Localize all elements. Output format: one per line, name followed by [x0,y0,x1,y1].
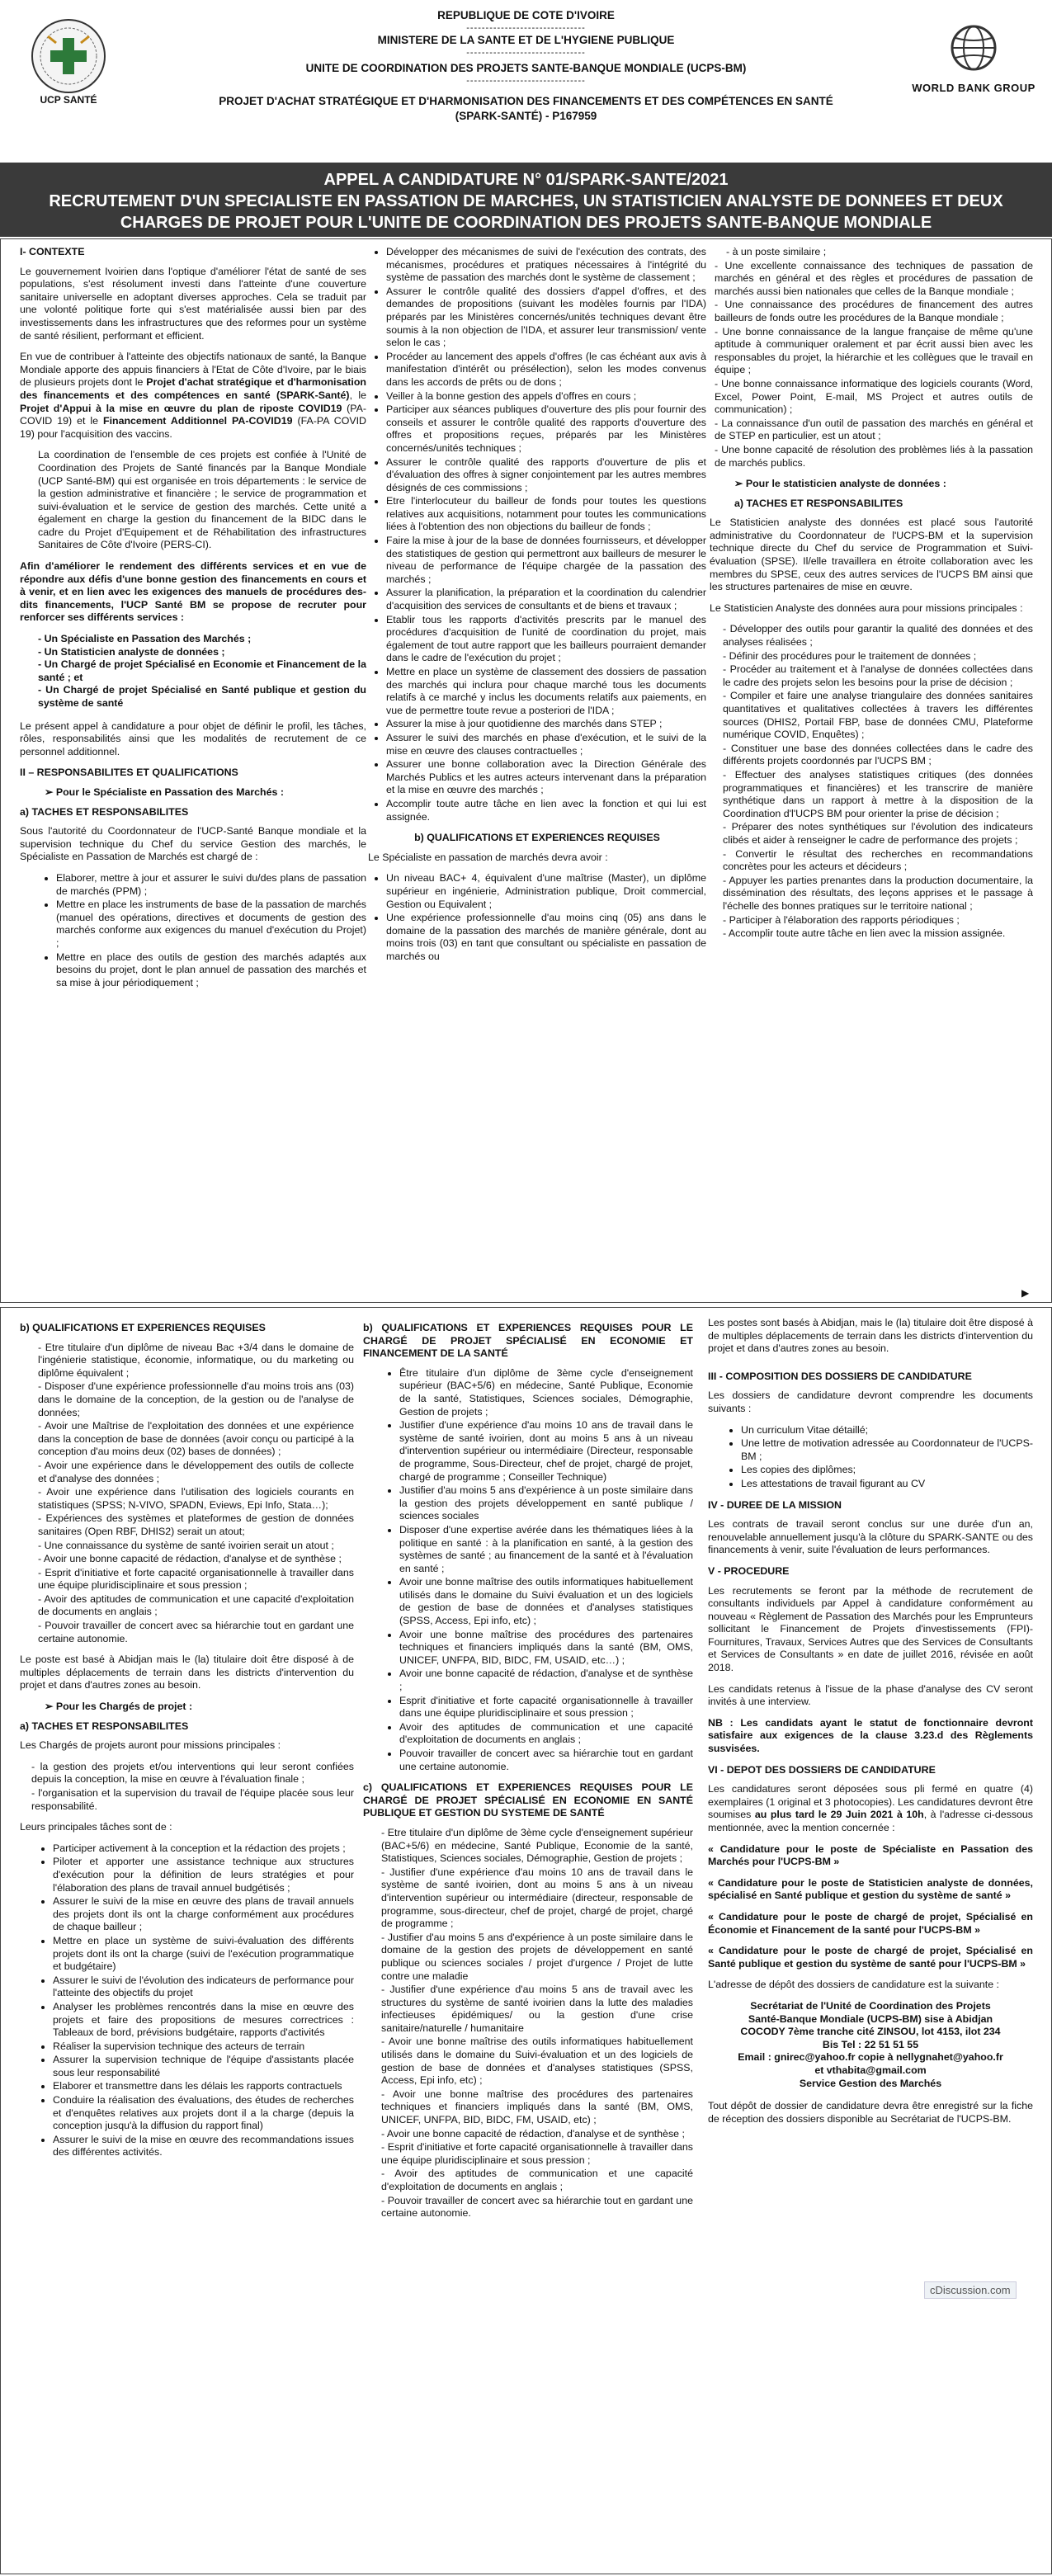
banner-title-line2: CHARGES DE PROJET POUR L'UNITE DE COORDINATION DES PROJETS SANTE-BANQUE MONDIALE [120,214,932,232]
list-item: - Pouvoir travailler de concert avec sa hiérarchie tout en gardant une certaine autonomie. [38,1620,354,1645]
list-item: • Une expérience professionnelle d'au moins cinq (05) ans dans le domaine de la passation des marchés de manière générale, dont au moins trois (03) en tant que consultant ou spécialiste en passation de marchés ou [386,912,706,963]
address-line: Service Gestion des Marchés [799,2077,942,2089]
list-item: - Etre titulaire d'un diplôme de 3ème cycle d'enseignement supérieur (BAC+5/6) en médecine, Santé Publique, Economie de la santé, Statistiques, Sciences sociales, Démographie, Gestion de projets ; [381,1827,693,1866]
qualification-list [363,1827,693,2220]
list-item: • Avoir une bonne capacité de rédaction, d'analyse et de synthèse ; [399,1668,693,1693]
list-item: • Assurer le contrôle qualité des rapports d'ouverture de plis et d'évaluation des offres à signer conjointement par les autres membres désignés de ces commissions ; [386,456,706,495]
task-list [20,1842,354,2159]
list-item: • Justifier d'une expérience d'au moins 10 ans de travail dans le système de santé ivoirien, dont au moins 5 ans à un niveau d'intervention supérieur ou intermédiaire (Directeur, responsable de programme, Sous-Directeur, chef de projet, chargé de projet, chargé de programme ; Conseiller Technique) [399,1419,693,1484]
qualification-list [20,1342,354,1646]
paragraph: Les postes sont basés à Abidjan, mais le (la) titulaire doit être disposé à de multiples déplacements de terrain dans les districts d'intervention du projet et dans d'autres zones au besoin. [708,1317,1033,1355]
list-item: • Les copies des diplômes; [741,1464,1033,1477]
list-item: - Effectuer des analyses statistiques critiques (des données programmatiques et financières) et les transcrire de manière synthétique dans un rapport à mettre à la disposition de la Coordination d'l'UCPS BM pour orienter la prise de décision ; [723,769,1033,820]
list-item: - Compiler et faire une analyse triangulaire des données sanitaires quantitatives et qualitatives collectées à travers les différentes sources (DHIS2, Portail FBP, base de données CMU, Plateforme numérique COVID, Enquêtes) ; [723,690,1033,741]
paragraph: Le présent appel à candidature a pour objet de définir le profil, les tâches, rôles, responsabilités ainsi que les modalités de recrutement de ce personnel additionnel. [20,719,366,757]
application-mention: « Candidature pour le poste de chargé de projet, Spécialisé en Santé publique et gestion du système de santé pour l'UCPS-BM » [708,1945,1033,1970]
ucp-sante-logo [15,13,122,112]
section-heading: V - PROCEDURE [708,1564,790,1577]
list-item: - Avoir une expérience dans le développement des outils de collecte et d'analyse des données ; [38,1460,354,1485]
list-item: • Disposer d'une expertise avérée dans les thématiques liées à la politique en santé : à la planification en santé, à la gestion des systèmes de santé ; au financement de la santé et à l'évaluation en santé ; [399,1524,693,1575]
paragraph: Les recrutements se feront par la méthode de recrutement de consultants individuels par Appel à candidature conformément au nouveau « Règlement de Passation des Marchés pour les Emprunteurs sollicitant le Financement de Projets d'investissements (FPI)- Fournitures, Travaux, Services Autres que des Services de Consultants et Services de Consultants » en date de juillet 2016, révisée en août 2018. [708,1584,1033,1674]
section-heading: IV - DUREE DE LA MISSION [708,1498,842,1511]
subsection-heading: b) QUALIFICATIONS ET EXPERIENCES REQUISES [414,832,660,844]
list-item: • Analyser les problèmes rencontrés dans la mise en œuvre des projets et faire des propositions de mesures correctrices : Tableaux de bord, prévisions budgétaire, rapports d'activités [53,2001,354,2040]
list-item: • Elaborer, mettre à jour et assurer le suivi du/des plans de passation de marchés (PPM) ; [56,872,366,898]
list-item: • Un curriculum Vitae détaillé; [741,1424,1033,1437]
list-item: • Assurer une bonne collaboration avec la Direction Générale des Marchés Publics et les autres acteurs intervenant dans la préparation et la mise en œuvre des marchés ; [386,758,706,797]
paragraph: L'adresse de dépôt des dossiers de candidature est la suivante : [708,1979,999,1991]
list-item: - Développer des outils pour garantir la qualité des données et des analyses réalisées ; [723,623,1033,649]
paragraph: Afin d'améliorer le rendement des différents services et en vue de répondre aux défis d'une bonne gestion des financements en cours et à venir, et en lien avec les exigences des manuels de procédures des-dits financements, l'UCP Santé BM se propose de recruter pour renforcer ses différents services : [20,560,366,624]
column-4 [20,1317,354,2168]
list-item: - Constituer une base des données collectées dans le cadre des différents projets coordonnés par l'UCPS BM ; [723,743,1033,768]
paragraph: Les contrats de travail seront conclus sur une durée d'un an, renouvelable annuellement jusqu'à la clôture du SPARK-SANTE ou des financements à venir, suite l'évaluation de leurs performances. [708,1518,1033,1556]
world-bank-logo [912,23,1035,106]
paragraph: Le Statisticien analyste des données est placé sous l'autorité administrative du Coordonnateur de l'UCPS-BM et la supervision technique directe du Chef du service de Programmation et Suivi-évaluation (SPSE). Il/elle travaillera en étroite collaboration avec les membres du SPSE, ceux des autres services de l'UCPS BM ainsi que les structures partenaires de mise en œuvre. [710,517,1033,593]
list-item: - Convertir le résultat des recherches en recommandations concrètes pour les acteurs et décideurs ; [723,848,1033,874]
address-line: Email : gnirec@yahoo.fr copie à nellygnahet@yahoo.fr [738,2051,1003,2064]
list-item: - Expériences des systèmes et plateformes de gestion de données sanitaires (Open RBF, DHIS2) serait un atout; [38,1512,354,1538]
paragraph: La coordination de l'ensemble de ces projets est confiée à l'Unité de Coordination des Projets de Santé financés par la Banque Mondiale (UCP Santé-BM) qui est organisée en trois départements : le service de la gestion administrative et financière ; le service de programmation et suivi-évaluation et le service de gestion des marchés. Cette unité a également en charge la gestion du financement de la BIDC dans le cadre du Projet d'Equipement et de Réhabilitation des infrastructures Sanitaires de Côte d'Ivoire (PERS-CI). [38,449,366,551]
list-item: - Un Statisticien analyste de données ; [38,645,225,658]
header-separator: ------------------------------- [466,48,586,58]
application-mention: « Candidature pour le poste de chargé de projet, Spécialisé en Économie et Financement de la santé pour l'UCPS-BM » [708,1910,1033,1936]
subsection-heading: b) QUALIFICATIONS ET EXPERIENCES REQUISES [20,1322,266,1333]
task-list [710,623,1033,940]
list-item: • Une lettre de motivation adressée au Coordonnateur de l'UCPS-BM ; [741,1437,1033,1463]
paragraph: Tout dépôt de dossier de candidature devra être enregistré sur la fiche de réception des dossiers disponible au Secrétariat de l'UCPS-BM. [708,2100,1033,2125]
subsection-heading: ➢ Pour le statisticien analyste de données : [734,478,946,490]
call-number: APPEL A CANDIDATURE N° 01/SPARK-SANTE/2021 [323,171,729,189]
list-item: - Avoir une expérience dans l'utilisation des logiciels courants en statistiques (SPSS; N-VIVO, SPADN, Eviews, Epi Info, Stata…); [38,1486,354,1512]
list-item: • Participer aux séances publiques d'ouverture des plis pour fournir des conseils et assurer le contrôle qualité des rapports d'ouverture des offres et propositions reçues, préparés par les Ministères concernés/unités techniques ; [386,403,706,455]
list-item: • Assurer le suivi des marchés en phase d'exécution, et le suivi de la mise en œuvre des clauses contractuelles ; [386,732,706,757]
list-item: • Assurer le suivi de l'évolution des indicateurs de performance pour l'atteinte des objectifs du projet [53,1974,354,2000]
list-item: - Un Chargé de projet Spécialisé en Economie et Financement de la santé ; et [38,658,366,683]
header-separator: ------------------------------- [466,76,586,86]
list-item: - Justifier d'au moins 5 ans d'expérience à un poste similaire dans le domaine de la gestion des projets de développement en santé publique ou sciences sociales / projet d'urgence / Projet de lutte contre une maladie [381,1932,693,1983]
list-item: • Un niveau BAC+ 4, équivalent d'une maîtrise (Master), un diplôme supérieur en ingénierie, Administration publique, Droit commercial, Gestion ou Equivalent ; [386,872,706,911]
list-item: - Avoir une bonne capacité de rédaction, d'analyse et de synthèse ; [38,1553,354,1566]
list-item: - Etre titulaire d'un diplôme de niveau Bac +3/4 dans le domaine de l'ingénierie statistique, économie, informatique, ou du marketing ou diplôme équivalent ; [38,1342,354,1380]
list-item: • Justifier d'au moins 5 ans d'expérience à un poste similaire dans la gestion des projets développement en santé publique / sciences sociales [399,1484,693,1523]
world-bank-label: WORLD BANK GROUP [912,82,1035,94]
paragraph: Les dossiers de candidature devront comprendre les documents suivants : [708,1389,1033,1414]
list-item: - Disposer d'une expérience professionnelle d'au moins trois ans (03) dans le domaine de la conception, de la gestion ou de l'analyse de données; [38,1380,354,1419]
column-2 [368,246,706,971]
project-line: PROJET D'ACHAT STRATÉGIQUE ET D'HARMONISATION DES FINANCEMENTS ET DES COMPÉTENCES EN SANTÉ [219,95,833,107]
task-list [368,246,706,823]
list-item: - Esprit d'initiative et forte capacité organisationnelle à travailler dans une équipe pluridisciplinaire et sous pression ; [381,2141,693,2167]
title-banner [0,163,1052,237]
list-item: - Une excellente connaissance des techniques de passation de marchés en général et des règles et procédures de passation de marchés aussi bien nationales que celles de la Banque mondiale ; [715,260,1033,299]
list-item: - Justifier d'une expérience d'au moins 5 ans de travail avec les structures du système de santé ivoirien dans la lutte des maladies infectieuses épidémiques/ ou la gestion d'une crise sanitaire/naturelle / humanitaire [381,1984,693,2035]
list-item: - Préparer des notes synthétiques sur l'évolution des indicateurs clibés et aider à renseigner le cadre de performance des projets ; [723,821,1033,847]
list-item: • Être titulaire d'un diplôme de 3ème cycle d'enseignement supérieur (BAC+5/6) en médecine, Santé Publique, Economie de la santé, Statistiques, Sciences sociales, Démographie, Gestion de projets ; [399,1367,693,1418]
list-item: - Avoir des aptitudes de communication et une capacité d'exploitation de documents en anglais ; [381,2168,693,2193]
list-item: - Procéder au traitement et à l'analyse de données collectées dans le cadre des projets selon les besoins pour la prise de décision ; [723,663,1033,689]
column-6 [708,1317,1033,2134]
list-item: • Avoir une bonne maîtrise des outils informatiques habituellement utilisés dans le domaine du Suivi évaluation et un des logiciels de gestion de base de données et d'analyses statistiques (SPSS, Access, Epi info, etc) ; [399,1576,693,1627]
list-item: - Pouvoir travailler de concert avec sa hiérarchie tout en gardant une certaine autonomie. [381,2195,693,2220]
list-item: - Une bonne connaissance informatique des logiciels courants (Word, Excel, Power Point, E-mail, MS Project et autres outils de communication) ; [715,378,1033,417]
document-header [0,0,1052,161]
logo-left-text: UCP SANTÉ [40,94,97,106]
section-heading: III - COMPOSITION DES DOSSIERS DE CANDIDATURE [708,1370,972,1382]
list-item: • Mettre en place des outils de gestion des marchés adaptés aux besoins du projet, dont le plan annuel de passation des marchés et sa mise à jour périodiquement ; [56,951,366,990]
list-item: • Accomplir toute autre tâche en lien avec la fonction et qui lui est assignée. [386,798,706,823]
address-line: Bis Tel : 22 51 51 55 [822,2038,919,2050]
list-item: • Etre l'interlocuteur du bailleur de fonds pour toutes les questions relatives aux acquisitions, notamment pour toutes les communications liées à l'obtention des non objections du bailleur de fonds ; [386,495,706,534]
paragraph: Le gouvernement Ivoirien dans l'optique d'améliorer l'état de santé de ses populations, s'est résolument investi dans l'atteinte d'une couverture sanitaire universelle en adoptant diverses approches. Cela se traduit par une volonté politique forte qui s'est matérialisée aussi bien par des investissements dans les infrastructures que des reformes pour un système de santé résilient, performant et efficient. [20,265,366,342]
paragraph: Les candidatures seront déposées sous pli fermé en quatre (4) exemplaires (1 original et 3 photocopies). Les candidatures devront être soumises au plus tard le 29 Juin 2021 à 10h, à l'adresse ci-dessous mentionnée, avec la mention concernée : [708,1783,1033,1833]
header-separator: ------------------------------- [466,23,586,33]
list-item: • Assurer le suivi de la mise en œuvre des recommandations issues des différentes activités. [53,2134,354,2159]
address-line: Santé-Banque Mondiale (UCPS-BM) sise à Abidjan [748,2012,993,2025]
list-item: - Justifier d'une expérience d'au moins 10 ans de travail dans le système de santé ivoirien, dont au moins 5 ans à un niveau d'intervention supérieur ou intermédiaire (directeur, responsable de programme, sous-directeur, chef de projet, chargé de projet, chargé de programme ; [381,1866,693,1931]
qualification-list [363,1367,693,1773]
paragraph: Leurs principales tâches sont de : [20,1821,172,1833]
paragraph: Les Chargés de projets auront pour missions principales : [20,1739,281,1752]
application-mention: « Candidature pour le poste de Spécialiste en Passation des Marchés pour l'UCPS-BM » [708,1842,1033,1868]
list-item: - la gestion des projets et/ou interventions qui leur seront confiées depuis la conception, la mise en œuvre à l'évaluation finale ; [31,1761,354,1786]
list-item: • Assurer la supervision technique de l'équipe d'assistants placée sous leur responsabilité [53,2054,354,2079]
list-item: - à un poste similaire ; [715,246,1033,259]
list-item: • Avoir une bonne maîtrise des procédures des partenaires techniques et financiers impliqués dans la santé (BM, OMS, UNICEF, UNFPA, BID, BIDC, FM, USAID, etc…) ; [399,1629,693,1668]
list-item: • Faire la mise à jour de la base de données fournisseurs, et développer des statistiques de gestion qui permettront aux bailleurs de mesurer le niveau de performance de l'équipe chargée de la passation des marchés ; [386,535,706,586]
list-item: • Pouvoir travailler de concert avec sa hiérarchie tout en gardant une certaine autonomie. [399,1748,693,1773]
list-item: • Conduire la réalisation des évaluations, des études de recherches et d'enquêtes relatives aux projets dont il a la charge (depuis la conception jusqu'à la diffusion du rapport final) [53,2094,354,2133]
list-item: • Mettre en place un système de suivi-évaluation des différents projets dont ils ont la charge (suivi de l'exécution programmatique et budgétaire) [53,1935,354,1974]
subsection-heading: ➢ Pour le Spécialiste en Passation des Marchés : [45,786,284,798]
paragraph: Le Statisticien Analyste des données aura pour missions principales : [710,602,1023,614]
section-heading: VI - DEPOT DES DOSSIERS DE CANDIDATURE [708,1763,936,1776]
list-item: - Appuyer les parties prenantes dans la production documentaire, la dissémination des résultats, des leçons apprises et le passage à l'échelle des bonnes pratiques sur le territoire national ; [723,875,1033,913]
list-item: • Assurer la mise à jour quotidienne des marchés dans STEP ; [386,718,706,731]
list-item: - La connaissance d'un outil de passation des marchés en général et de STEP en particulier, est un atout ; [715,418,1033,443]
task-list [20,872,366,989]
list-item: - Avoir une bonne maîtrise des outils informatiques habituellement utilisés dans le domaine du Suivi-évaluation et un des logiciels de gestion de base de données et d'analyses statistiques (SPSS, Access, Epi info, etc) ; [381,2036,693,2087]
address-line: COCODY 7ème tranche cité ZINSOU, lot 4153, ilot 234 [740,2026,1001,2038]
list-item: • Réaliser la supervision technique des acteurs de terrain [53,2041,354,2054]
list-item: • Mettre en place les instruments de base de la passation de marchés (manuel des opérations, directives et documents de gestion des marchés conforme aux exigences du manuel d'exécution du Projet) ; [56,899,366,950]
list-item: - Une bonne connaissance de la langue française de même qu'une aptitude à communiquer oralement et par écrit aussi bien avec les responsables du projet, la hiérarchie et les collègues que le travail en équipe ; [715,326,1033,377]
list-item: • Piloter et apporter une assistance technique aux structures d'exécution pour la définition de leurs stratégies et pour l'élaboration des plans de travail annuel budgétisés ; [53,1856,354,1894]
qualification-list [710,246,1033,469]
list-item: - Un Chargé de projet Spécialisé en Santé publique et gestion du système de santé [38,684,366,709]
application-mention: « Candidature pour le poste de Statisticien analyste de données, spécialisé en Santé publique et gestion du système de santé » [708,1876,1033,1902]
document-list [708,1424,1033,1491]
subsection-heading: c) QUALIFICATIONS ET EXPERIENCES REQUISES POUR LE CHARGÉ DE PROJET SPÉCIALISÉ EN ECONOMIE EN SANTÉ PUBLIQUE ET GESTION DU SYSTEME DE SANTÉ [363,1781,693,1819]
list-item: • Participer activement à la conception et la rédaction des projets ; [53,1842,354,1856]
world-bank-globe-icon [949,23,998,73]
section-heading: I- CONTEXTE [20,246,85,257]
address-line: et vthabita@gmail.com [814,2064,927,2076]
list-item: • Développer des mécanismes de suivi de l'exécution des contrats, des mécanismes, procédures et pratiques nécessaires à l'intégrité du système de passation des marchés dont le système de classement ; [386,246,706,285]
list-item: • Esprit d'initiative et forte capacité organisationnelle à travailler dans une équipe pluridisciplinaire et sous pression ; [399,1695,693,1720]
republic-line: REPUBLIQUE DE COTE D'IVOIRE [437,9,615,21]
list-item: - Avoir une bonne capacité de rédaction, d'analyse et de synthèse ; [381,2128,693,2141]
paragraph: Le poste est basé à Abidjan mais le (la) titulaire doit être disposé à de multiples déplacements de terrain dans les districts d'intervention du projet et dans d'autres zones au besoin. [20,1654,354,1691]
subsection-heading: a) TACHES ET RESPONSABILITES [20,805,189,818]
list-item: - Avoir une bonne maîtrise des procédures des partenaires techniques et financiers impliqués dans la santé (BM, OMS, UNICEF, UNFPA, BID, BIDC, FM, USAID, etc) ; [381,2088,693,2127]
list-item: - Esprit d'initiative et forte capacité organisationnelle à travailler dans une équipe pluridisciplinaire et sous pression ; [38,1567,354,1592]
list-item: • Assurer la planification, la préparation et la coordination du calendrier d'acquisition des services de consultants et de biens et travaux ; [386,587,706,612]
subsection-heading: ➢ Pour les Chargés de projet : [45,1701,193,1713]
watermark-label: cDiscussion.com [924,2281,1017,2299]
qualification-list [368,872,706,963]
list-item: - Définir des procédures pour le traitement de données ; [723,650,1033,663]
list-item: - Une connaissance des procédures de financement des autres bailleurs de fonds outre les procédures de la Banque mondiale ; [715,299,1033,324]
project-code-line: (SPARK-SANTÉ) - P167959 [455,110,597,122]
paragraph: Le Spécialiste en passation de marchés devra avoir : [368,851,608,863]
list-item: • Assurer le suivi de la mise en œuvre des plans de travail annuels des projets dont ils ont la charge conformément aux procédures de chaque bailleur ; [53,1895,354,1934]
list-item: - l'organisation et la supervision du travail de l'équipe placée sous leur responsabilité. [31,1787,354,1813]
nb-note: NB : Les candidats ayant le statut de fonctionnaire devront satisfaire aux exigences de la clause 3.23.d des Règlements susvisées. [708,1716,1033,1755]
list-item: - Avoir une Maîtrise de l'exploitation des données et une expérience dans la conception de base de données (avoir conçu ou participé à la conception d'au moins deux (02) bases de données) ; [38,1420,354,1459]
address-line: Secrétariat de l'Unité de Coordination des Projets [750,1999,991,2012]
list-item: • Avoir des aptitudes de communication et une capacité d'exploitation de documents en anglais ; [399,1721,693,1747]
list-item: - Une connaissance du système de santé ivoirien serait un atout ; [38,1540,354,1553]
list-item: - Accomplir toute autre tâche en lien avec la mission assignée. [723,927,1033,941]
list-item: • Etablir tous les rapports d'activités prescrits par le manuel des procédures d'acquisition de l'unité de coordination du projet, mais également de tout autre rapport que les bailleurs pourraient demander dans le cadre de l'exécution du projet ; [386,614,706,665]
list-item: • Veiller à la bonne gestion des appels d'offres en cours ; [386,390,706,403]
column-3 [710,246,1033,949]
list-item: • Assurer le contrôle qualité des dossiers d'appel d'offres, et des demandes de propositions (suivant les modèles fournis par l'IDA) préparés par les Ministères concernés/unités techniques devant être soumis à la non objection de l'IDA, et assurer leur transmission/ vente selon le cas ; [386,285,706,350]
continue-arrow-icon: ▶ [1021,1287,1030,1299]
list-item: - Une bonne capacité de résolution des problèmes liés à la passation de marchés publics. [715,444,1033,469]
banner-title-line1: RECRUTEMENT D'UN SPECIALISTE EN PASSATION DE MARCHES, UN STATISTICIEN ANALYSTE DE DONNEES ET DEUX [49,192,1003,210]
list-item: • Mettre en place un système de classement des dossiers de passation des marchés qui inclura pour chaque marché tous les documents relatifs à ce marché y inclus les documents relatifs aux paiements, en vue de permettre toute revue a posteriori de l'IDA ; [386,666,706,717]
subsection-heading: a) TACHES ET RESPONSABILITES [20,1720,189,1732]
paragraph: Sous l'autorité du Coordonnateur de l'UCP-Santé Banque mondiale et la supervision technique du Chef du service Gestion des marchés, le Spécialiste en Passation de Marchés est chargé de : [20,825,366,863]
section-heading: II – RESPONSABILITES ET QUALIFICATIONS [20,767,238,779]
list-item: - Participer à l'élaboration des rapports périodiques ; [723,914,1033,927]
column-5 [363,1317,693,2229]
position-list [20,633,366,710]
list-item: • Procéder au lancement des appels d'offres (le cas échéant aux avis à manifestation d'intérêt ou présélection), selon les modes convenus dans les accords de prêts ou de dons ; [386,351,706,389]
mission-list [20,1761,354,1813]
list-item: - Un Spécialiste en Passation des Marchés ; [38,633,252,645]
paragraph: Les candidats retenus à l'issue de la phase d'analyse des CV seront invités à une interview. [708,1682,1033,1708]
header-titles [157,8,895,124]
list-item: - Avoir des aptitudes de communication et une capacité d'exploitation de documents en anglais ; [38,1593,354,1619]
column-1 [20,246,366,998]
list-item: • Les attestations de travail figurant au CV [741,1478,1033,1491]
list-item: • Elaborer et transmettre dans les délais les rapports contractuels [53,2080,354,2093]
submission-address [708,2000,1033,2090]
ministry-line: MINISTERE DE LA SANTE ET DE L'HYGIENE PUBLIQUE [377,34,675,46]
unit-line: UNITE DE COORDINATION DES PROJETS SANTE-BANQUE MONDIALE (UCPS-BM) [305,62,747,74]
paragraph: En vue de contribuer à l'atteinte des objectifs nationaux de santé, la Banque Mondiale apporte des appuis financiers à l'Etat de Côte d'Ivoire, par le biais de plusieurs projets dont le Projet d'achat stratégique et d'harmonisation des financements et des compétences en santé (SPARK-Santé), le Projet d'Appui à la mise en œuvre du plan de riposte COVID19 (PA-COVID 19) et le Financement Additionnel PA-COVID19 (FA-PA COVID 19) pour l'acquisition des vaccins. [20,351,366,440]
subsection-heading: a) TACHES ET RESPONSABILITES [734,497,903,509]
subsection-heading: b) QUALIFICATIONS ET EXPERIENCES REQUISES POUR LE CHARGÉ DE PROJET SPÉCIALISÉ EN ECONOMIE ET FINANCEMENT DE LA SANTÉ [363,1322,693,1360]
